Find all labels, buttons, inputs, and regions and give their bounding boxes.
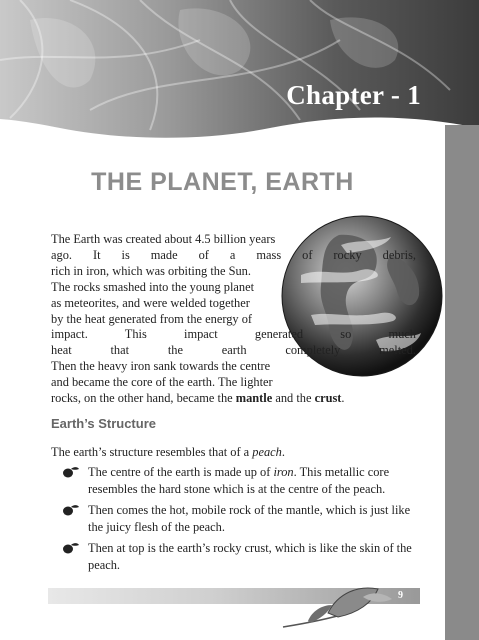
chapter-label: Chapter - 1 — [286, 80, 421, 110]
chapter-header-band — [0, 0, 479, 150]
intro-line: as meteorites, and were welded together — [51, 295, 250, 310]
intro-last-crust: crust — [314, 391, 342, 406]
bullet-text: Then at top is the earth’s rocky crust, which is like the skin of the peach. — [88, 541, 412, 572]
bullet-emphasis: iron — [273, 465, 294, 479]
right-margin-strip — [445, 125, 479, 640]
leaf-decoration — [268, 583, 398, 633]
structure-intro-end: . — [281, 445, 285, 459]
intro-line: and became the core of the earth. The lighter — [51, 375, 273, 390]
bullet-text: Then comes the hot, mobile rock of the mantle, which is just like the juicy flesh of the peach. — [88, 503, 411, 534]
peach-bullet-icon — [62, 504, 80, 516]
intro-line: by the heat generated from the energy of — [51, 311, 253, 326]
peach-bullet-icon — [62, 542, 80, 554]
bullet-text-end: . This metallic core resembles the hard stone which is at the centre of the peach. — [88, 465, 390, 496]
intro-line: ago. It is made of a mass of rocky debris, — [51, 247, 416, 262]
list-item — [62, 464, 424, 497]
intro-last-line — [51, 391, 416, 407]
bullet-text: The centre of the earth is made up of — [88, 465, 274, 479]
intro-last-post: . — [341, 391, 345, 406]
intro-last-mantle: mantle — [235, 391, 273, 406]
peach-bullet-icon — [62, 466, 80, 478]
intro-line: Then the heavy iron sank towards the centre — [51, 359, 271, 374]
section-heading: Earth’s Structure — [51, 416, 156, 431]
intro-line: rich in iron, which was orbiting the Sun. — [51, 263, 251, 278]
intro-line: The rocks smashed into the young planet — [51, 279, 255, 294]
page-number: 9 — [398, 590, 403, 601]
intro-line: heat that the earth completely melted. — [51, 343, 416, 358]
structure-intro-text: The earth’s structure resembles that of a — [51, 445, 253, 459]
structure-intro-emphasis: peach — [252, 445, 282, 459]
intro-last-pre: rocks, on the other hand, became the — [51, 391, 236, 406]
intro-line: impact. This impact generated so much — [51, 327, 416, 342]
intro-line: The Earth was created about 4.5 billion years — [51, 232, 276, 246]
page-title: THE PLANET, EARTH — [91, 168, 354, 196]
list-item — [62, 540, 424, 573]
intro-paragraph — [51, 232, 416, 407]
intro-last-mid: and the — [272, 391, 315, 406]
list-item — [62, 502, 424, 535]
structure-bullet-list — [62, 464, 424, 578]
structure-intro — [51, 445, 285, 460]
